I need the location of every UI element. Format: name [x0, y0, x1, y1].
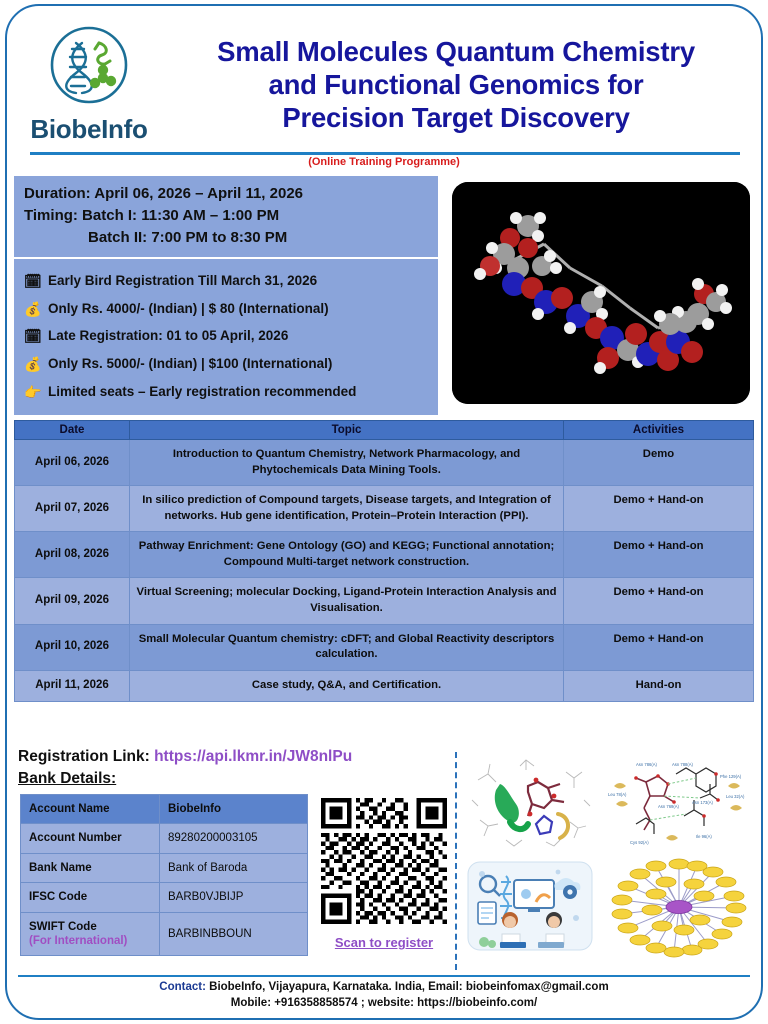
cell-key: IFSC Code [21, 883, 160, 912]
cell-topic: Introduction to Quantum Chemistry, Network Pharmacology, and Phytochemicals Data Mining Tools. [130, 440, 564, 486]
cell-topic: Small Molecular Quantum chemistry: cDFT; and Global Reactivity descriptors calculation. [130, 624, 564, 670]
title-line-1: Small Molecules Quantum Chemistry [217, 35, 695, 67]
list-item [24, 295, 428, 323]
column-header-topic: Topic [130, 421, 564, 440]
registration-link-label: Registration Link: [18, 748, 150, 765]
table-row [21, 795, 308, 824]
svg-text:Cys 92(A): Cys 92(A) [630, 840, 649, 845]
contact-label: Contact: [159, 981, 206, 993]
title-line-2: and Functional Genomics for [268, 68, 644, 100]
svg-text:Ile 96(A): Ile 96(A) [696, 834, 712, 839]
money-bag-icon: 💰 [24, 300, 42, 317]
header-divider [30, 152, 740, 155]
svg-text:Asn 788(A): Asn 788(A) [672, 762, 693, 767]
cell-key: Bank Name [21, 853, 160, 882]
table-header-row [15, 421, 754, 440]
cell-date: April 11, 2026 [15, 670, 130, 701]
list-item [24, 378, 428, 406]
molecule-structure-image [452, 182, 750, 404]
brand-logo [14, 23, 164, 145]
svg-text:Phe 129(A): Phe 129(A) [720, 774, 742, 779]
bank-details-table [20, 794, 308, 956]
bank-details-heading: Bank Details: [18, 770, 117, 787]
dna-molecule-circle-icon [47, 23, 131, 112]
details-panel [14, 176, 438, 415]
schedule-table [14, 420, 754, 702]
table-row [21, 853, 308, 882]
cell-date: April 06, 2026 [15, 440, 130, 486]
cell-activity: Demo + Hand-on [564, 486, 754, 532]
qr-code-block[interactable] [318, 798, 450, 950]
contact-details: BiobeInfo, Vijayapura, Karnataka. India, Email: biobeinfomax@gmail.com [205, 981, 609, 993]
table-row [15, 670, 754, 701]
cell-activity: Demo + Hand-on [564, 578, 754, 624]
cell-date: April 08, 2026 [15, 532, 130, 578]
table-row [21, 824, 308, 853]
duration-timing-box [14, 176, 438, 259]
page-title [164, 35, 754, 134]
cell-topic: Pathway Enrichment: Gene Ontology (GO) and KEGG; Functional annotation; Compound Multi-target network construction. [130, 532, 564, 578]
list-item-label: Early Bird Registration Till March 31, 2026 [48, 272, 318, 288]
cell-date: April 07, 2026 [15, 486, 130, 532]
column-header-activities: Activities [564, 421, 754, 440]
duration-line: Duration: April 06, 2026 – April 11, 2026 [24, 185, 304, 202]
table-row [15, 578, 754, 624]
table-row [15, 532, 754, 578]
list-item [24, 267, 428, 295]
svg-text:Asn 786(A): Asn 786(A) [636, 762, 657, 767]
cell-value: BiobeInfo [160, 795, 308, 824]
protein-ligand-structure-image [466, 756, 594, 852]
cell-date: April 10, 2026 [15, 624, 130, 670]
list-item [24, 351, 428, 379]
timing-line-2: Batch II: 7:00 PM to 8:30 PM [88, 228, 288, 246]
cell-key [21, 912, 160, 956]
research-team-illustration [466, 858, 594, 954]
vertical-dashed-divider [455, 752, 457, 970]
cell-value: BARB0VJBIJP [160, 883, 308, 912]
timing-line-1: Timing: Batch I: 11:30 AM – 1:00 PM [24, 206, 280, 224]
table-row [21, 883, 308, 912]
ppi-interaction-diagram [600, 752, 758, 848]
cell-activity: Demo + Hand-on [564, 624, 754, 670]
cell-topic: In silico prediction of Compound targets, Disease targets, and Integration of networks. Hub gene identification, Protein–Protein Interaction (PPI). [130, 486, 564, 532]
cell-value: Bank of Baroda [160, 853, 308, 882]
column-header-date: Date [15, 421, 130, 440]
table-row [21, 912, 308, 956]
swift-label: SWIFT Code [29, 920, 97, 933]
table-row [15, 624, 754, 670]
list-item [24, 323, 428, 351]
svg-text:Leu 32(A): Leu 32(A) [726, 794, 745, 799]
cell-key: Account Name [21, 795, 160, 824]
cell-date: April 09, 2026 [15, 578, 130, 624]
list-item-label: Late Registration: 01 to 05 April, 2026 [48, 328, 289, 344]
poster-header [14, 14, 754, 154]
list-item-label: Only Rs. 4000/- (Indian) | $ 80 (International) [48, 300, 329, 316]
qr-code-icon[interactable] [321, 911, 447, 928]
fees-bullets-box [14, 259, 438, 415]
cell-activity: Hand-on [564, 670, 754, 701]
cell-key: Account Number [21, 824, 160, 853]
brand-name: BiobeInfo [30, 114, 148, 144]
swift-sublabel: (For International) [29, 934, 128, 947]
cell-activity: Demo + Hand-on [564, 532, 754, 578]
programme-subtitle: (Online Training Programme) [308, 156, 460, 168]
cell-value: BARBINBBOUN [160, 912, 308, 956]
table-row [15, 486, 754, 532]
money-bag-icon: 💰 [24, 356, 42, 373]
calendar-icon: 🗓 [24, 272, 42, 289]
cell-activity: Demo [564, 440, 754, 486]
table-row [15, 440, 754, 486]
registration-link-url[interactable]: https://api.lkmr.in/JW8nlPu [154, 748, 353, 765]
footer-divider [18, 975, 750, 977]
qr-caption[interactable]: Scan to register [334, 935, 434, 950]
svg-text:Asn 769(A): Asn 769(A) [658, 804, 679, 809]
footer-contact [0, 980, 768, 1011]
footer-line-1 [0, 980, 768, 996]
hub-gene-network-diagram [600, 852, 758, 962]
svg-text:Leu 78(A): Leu 78(A) [608, 792, 627, 797]
cell-value: 89280200003105 [160, 824, 308, 853]
list-item-label: Only Rs. 5000/- (Indian) | $100 (International) [48, 356, 333, 372]
registration-link-row [18, 748, 352, 766]
title-line-3: Precision Target Discovery [282, 101, 630, 133]
pointing-finger-icon: 👉 [24, 383, 42, 400]
list-item-label: Limited seats – Early registration recommended [48, 383, 357, 399]
calendar-icon: 🗓 [24, 328, 42, 345]
svg-text:Asn 173(A): Asn 173(A) [692, 800, 713, 805]
cell-topic: Virtual Screening; molecular Docking, Ligand-Protein Interaction Analysis and Visualisation. [130, 578, 564, 624]
footer-line-2: Mobile: +916358858574 ; website: https://biobeinfo.com/ [230, 996, 538, 1009]
cell-topic: Case study, Q&A, and Certification. [130, 670, 564, 701]
